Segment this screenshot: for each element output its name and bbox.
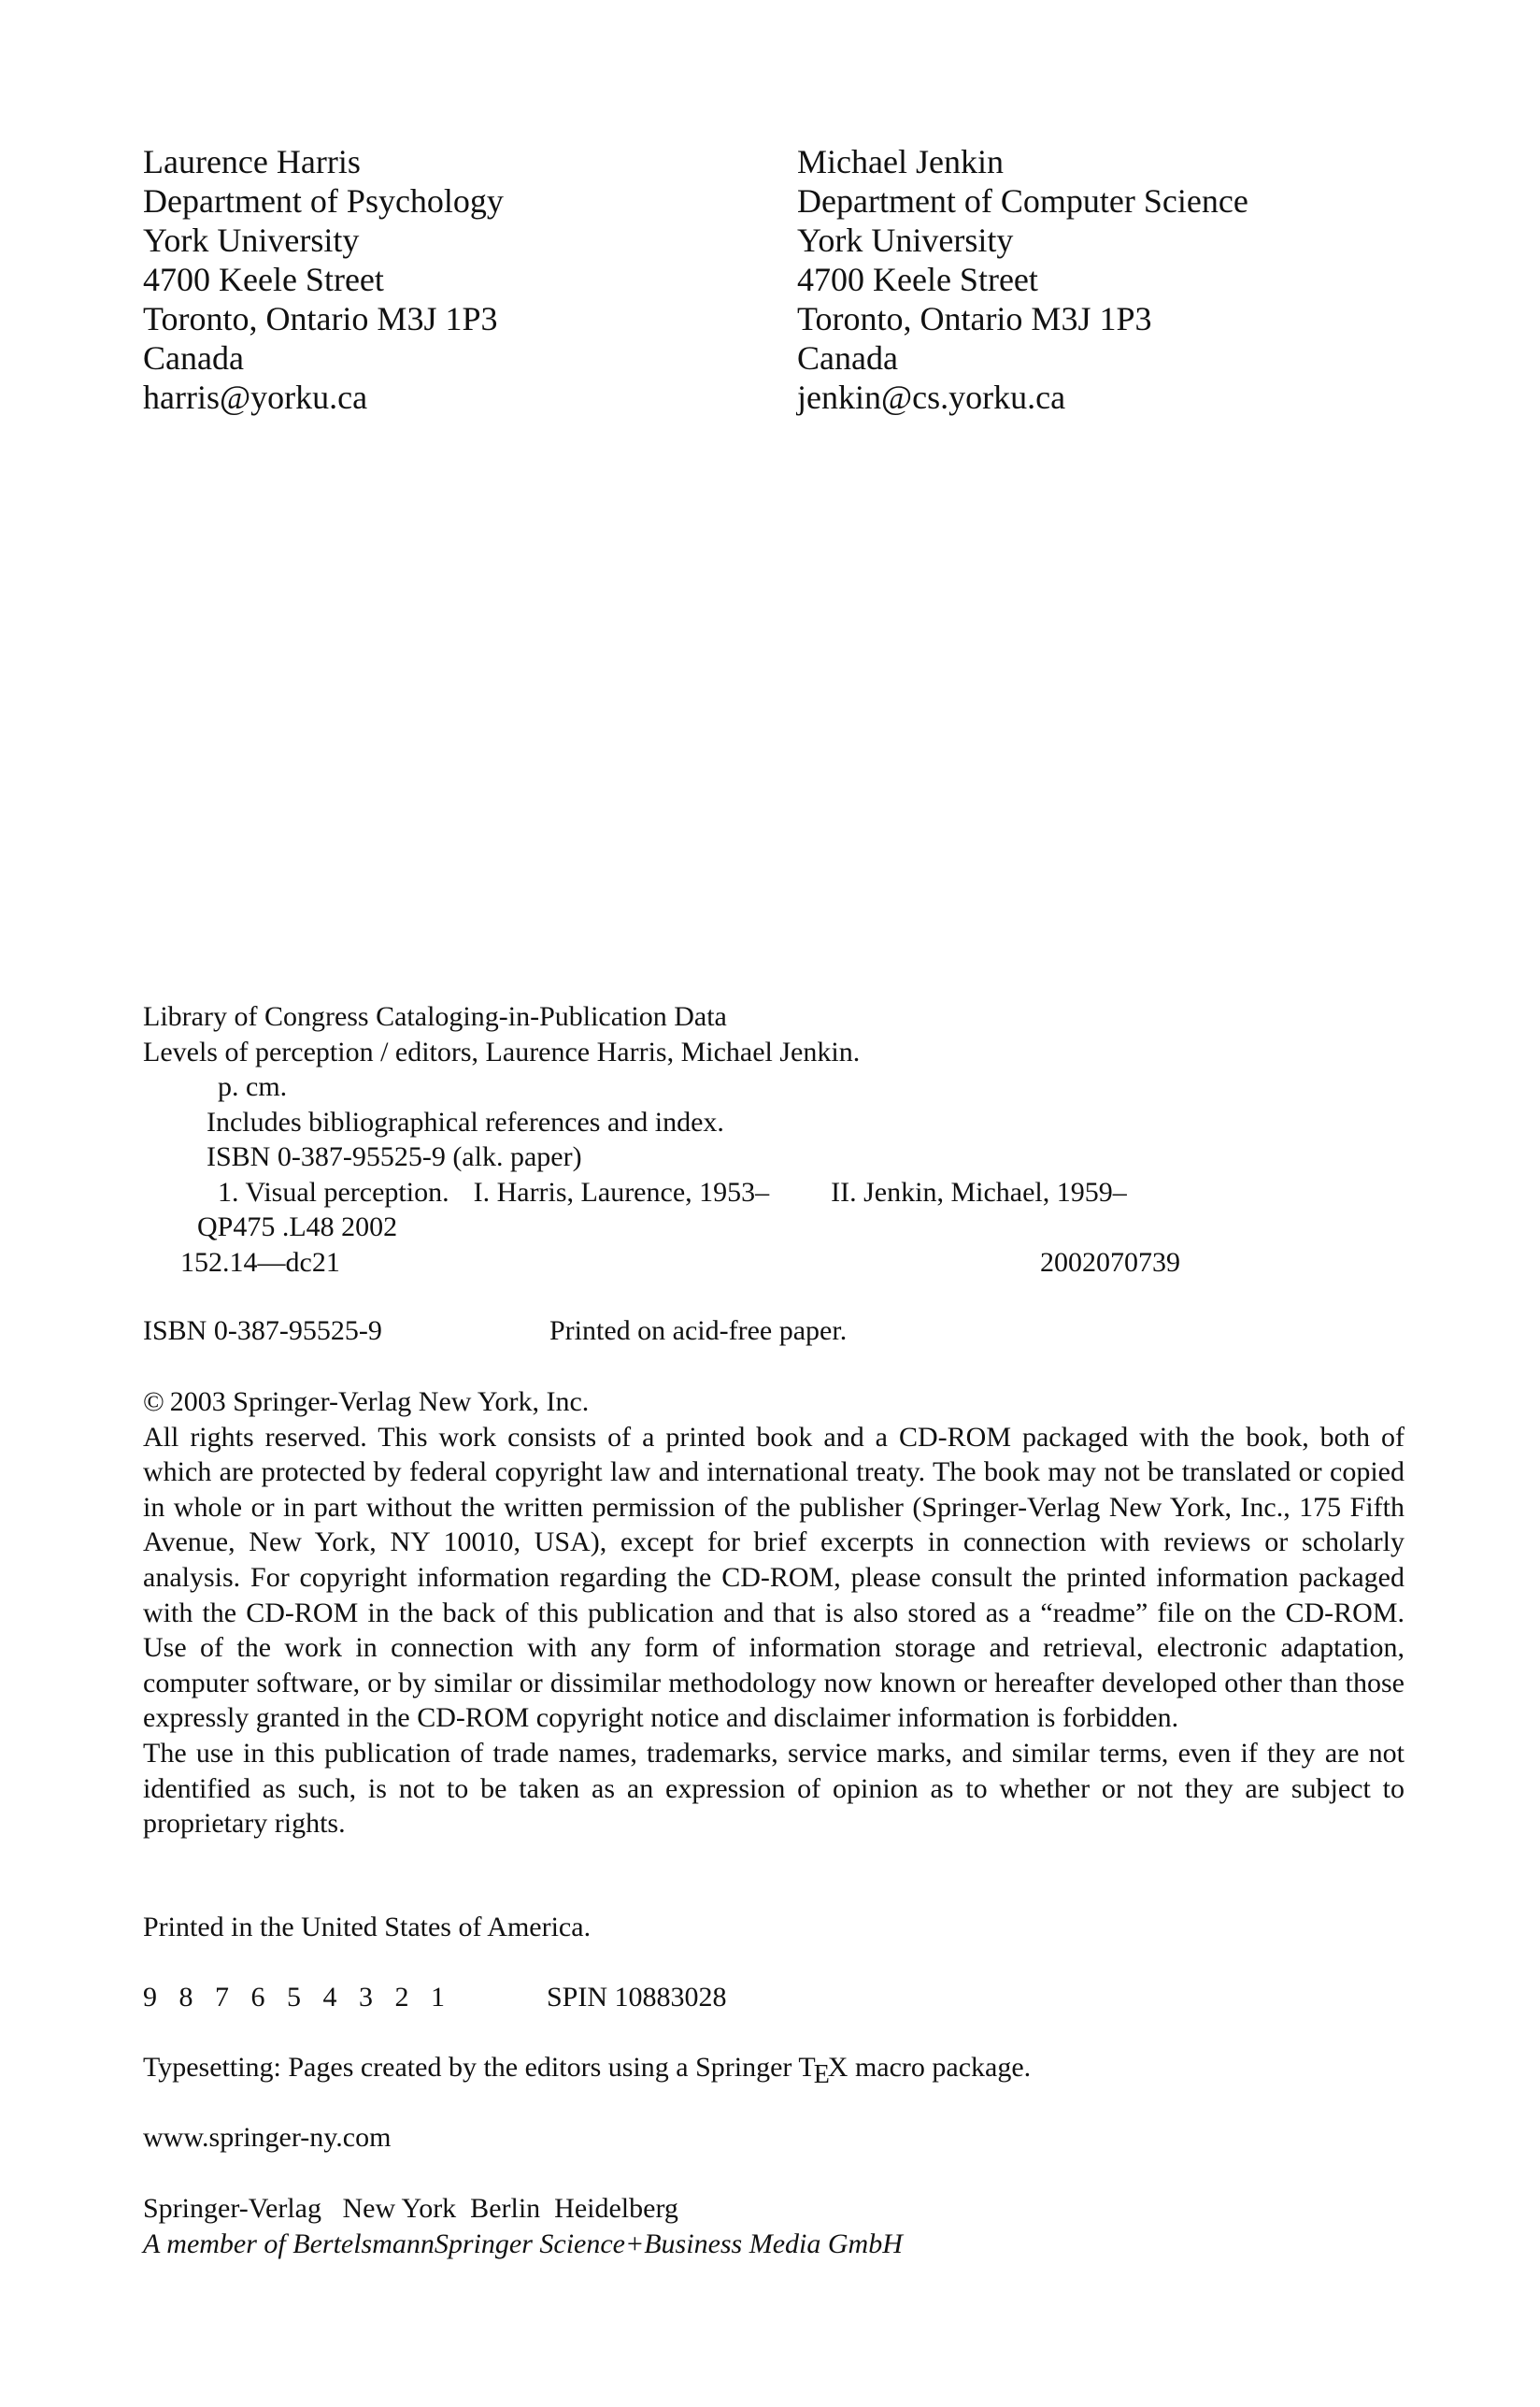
cip-subjects xyxy=(143,1175,1414,1211)
author-email: harris@yorku.ca xyxy=(143,379,368,416)
copyright-notice xyxy=(143,1384,1405,1841)
cip-dewey-row xyxy=(143,1245,1414,1281)
author-street: 4700 Keele Street xyxy=(797,261,1038,298)
cip-includes: Includes bibliographical references and index. xyxy=(207,1106,724,1138)
spin-number: SPIN 10883028 xyxy=(547,1982,727,2013)
author-department: Department of Psychology xyxy=(143,182,504,220)
author-country: Canada xyxy=(797,339,898,377)
author-address-jenkin xyxy=(797,142,1248,417)
rights-paragraph: All rights reserved. This work consists of a printed book and a CD-ROM packaged with the book, both of which are protected by federal copyright law and international treaty. The book may not be translated or copied in whole or in part without the written permission of the publisher (Springer-Verlag New York, Inc., 175 Fifth Avenue, New York, NY 10010, USA), except for brief excerpts in connection with reviews or scholarly analysis. For copyright information regarding the CD-ROM, please consult the printed information packaged with the CD-ROM in the back of this publication and that is also stored as a “readme” file on the CD-ROM. Use of the work in connection with any form of information storage and retrieval, electronic adaptation, computer software, or by similar or dissimilar methodology now known or hereafter developed other than those expressly granted in the CD-ROM copyright notice and disclaimer information is forbidden. xyxy=(143,1421,1405,1734)
cip-subject-2: I. Harris, Laurence, 1953– xyxy=(473,1176,770,1208)
isbn: ISBN 0-387-95525-9 xyxy=(143,1315,382,1346)
author-name: Michael Jenkin xyxy=(797,143,1004,180)
author-university: York University xyxy=(797,222,1014,259)
cip-data-block xyxy=(143,999,1414,1280)
copyright-line xyxy=(143,1384,1405,1420)
author-department: Department of Computer Science xyxy=(797,182,1248,220)
member-line: A member of BertelsmannSpringer Science+Business Media GmbH xyxy=(143,2228,903,2259)
cip-subject-1: 1. Visual perception. xyxy=(218,1176,449,1208)
print-run-line xyxy=(143,1980,727,2015)
cip-lccn: 2002070739 xyxy=(1040,1246,1180,1278)
cip-title: Levels of perception / editors, Laurence Harris, Michael Jenkin. xyxy=(143,1036,861,1067)
cip-call-number: QP475 .L48 2002 xyxy=(197,1211,398,1242)
cip-isbn: ISBN 0-387-95525-9 (alk. paper) xyxy=(207,1141,582,1172)
acid-free-note: Printed on acid-free paper. xyxy=(549,1315,848,1346)
isbn-line xyxy=(143,1313,848,1349)
author-country: Canada xyxy=(143,339,244,377)
tex-e: E xyxy=(813,2060,830,2089)
typesetting-prefix: Typesetting: Pages created by the editors using a Springer T xyxy=(143,2052,816,2083)
author-street: 4700 Keele Street xyxy=(143,261,384,298)
copyright-symbol: © xyxy=(143,1386,164,1417)
author-address-harris xyxy=(143,142,504,417)
author-city: Toronto, Ontario M3J 1P3 xyxy=(143,300,498,337)
publisher-url: www.springer-ny.com xyxy=(143,2122,392,2153)
typesetting-note xyxy=(143,2050,1032,2089)
author-email: jenkin@cs.yorku.ca xyxy=(797,379,1066,416)
cip-heading: Library of Congress Cataloging-in-Publication Data xyxy=(143,1001,727,1032)
trademark-paragraph: The use in this publication of trade names, trademarks, service marks, and similar terms, even if they are not identified as such, is not to be taken as an expression of opinion as to whether or not they are subject to proprietary rights. xyxy=(143,1737,1405,1840)
author-name: Laurence Harris xyxy=(143,143,361,180)
author-university: York University xyxy=(143,222,360,259)
printed-in: Printed in the United States of America. xyxy=(143,1912,592,1942)
author-city: Toronto, Ontario M3J 1P3 xyxy=(797,300,1152,337)
copyright-holder: 2003 Springer-Verlag New York, Inc. xyxy=(169,1386,590,1417)
print-run: 9 8 7 6 5 4 3 2 1 xyxy=(143,1982,452,2013)
cip-pcm: p. cm. xyxy=(218,1071,288,1102)
cip-dewey: 152.14—dc21 xyxy=(180,1246,340,1278)
publisher-line: Springer-Verlag New York Berlin Heidelberg xyxy=(143,2193,678,2224)
cip-subject-3: II. Jenkin, Michael, 1959– xyxy=(831,1176,1127,1208)
typesetting-suffix: X macro package. xyxy=(827,2052,1032,2083)
